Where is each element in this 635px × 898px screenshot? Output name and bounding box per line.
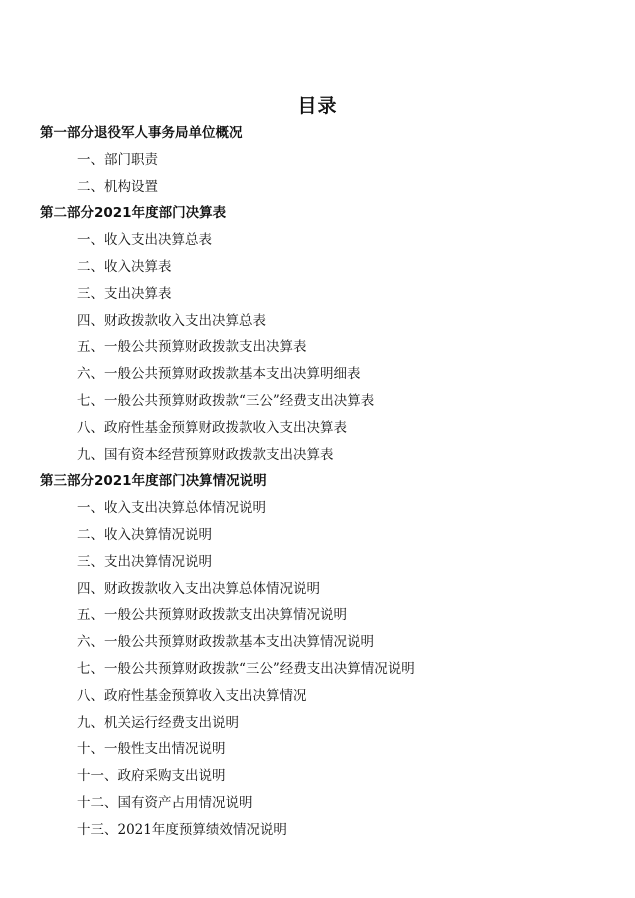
toc-item: 六、一般公共预算财政拨款基本支出决算情况说明: [77, 634, 374, 651]
toc-item: 九、国有资本经营预算财政拨款支出决算表: [77, 446, 334, 463]
toc-item: 四、财政拨款收入支出决算总体情况说明: [77, 580, 320, 597]
toc-item: 十一、政府采购支出说明: [77, 768, 226, 785]
page-title: 目录: [297, 95, 338, 117]
section-heading: 第一部分退役军人事务局单位概况: [40, 125, 243, 141]
toc-item: 一、部门职责: [77, 151, 158, 168]
section-heading: 第三部分2021年度部门决算情况说明: [40, 473, 267, 490]
toc-item: 六、一般公共预算财政拨款基本支出决算明细表: [77, 366, 361, 383]
section-heading: 第二部分2021年度部门决算表: [40, 205, 227, 222]
toc-item: 四、财政拨款收入支出决算总表: [77, 312, 266, 329]
toc-item: 一、收入支出决算总体情况说明: [77, 500, 266, 517]
toc-item: 十二、国有资产占用情况说明: [77, 795, 253, 811]
toc-item: 八、政府性基金预算收入支出决算情况: [77, 687, 307, 704]
toc-item: 七、一般公共预算财政拨款“三公”经费支出决算表: [77, 393, 375, 409]
toc-item: 二、收入决算情况说明: [77, 527, 212, 543]
toc-item: 八、政府性基金预算财政拨款收入支出决算表: [77, 419, 347, 436]
toc-item: 九、机关运行经费支出说明: [77, 714, 239, 731]
toc-item: 五、一般公共预算财政拨款支出决算表: [77, 339, 307, 356]
toc-item: 十、一般性支出情况说明: [77, 741, 226, 758]
toc-item: 一、收入支出决算总表: [77, 232, 212, 249]
toc-item: 三、支出决算情况说明: [77, 553, 212, 570]
toc-item: 二、机构设置: [77, 178, 158, 195]
toc-item: 二、收入决算表: [77, 259, 172, 275]
toc-item: 五、一般公共预算财政拨款支出决算情况说明: [77, 607, 347, 624]
toc-item: 三、支出决算表: [77, 285, 172, 302]
toc-item: 七、一般公共预算财政拨款“三公”经费支出决算情况说明: [77, 661, 415, 677]
toc-item: 十三、2021年度预算绩效情况说明: [77, 821, 287, 838]
